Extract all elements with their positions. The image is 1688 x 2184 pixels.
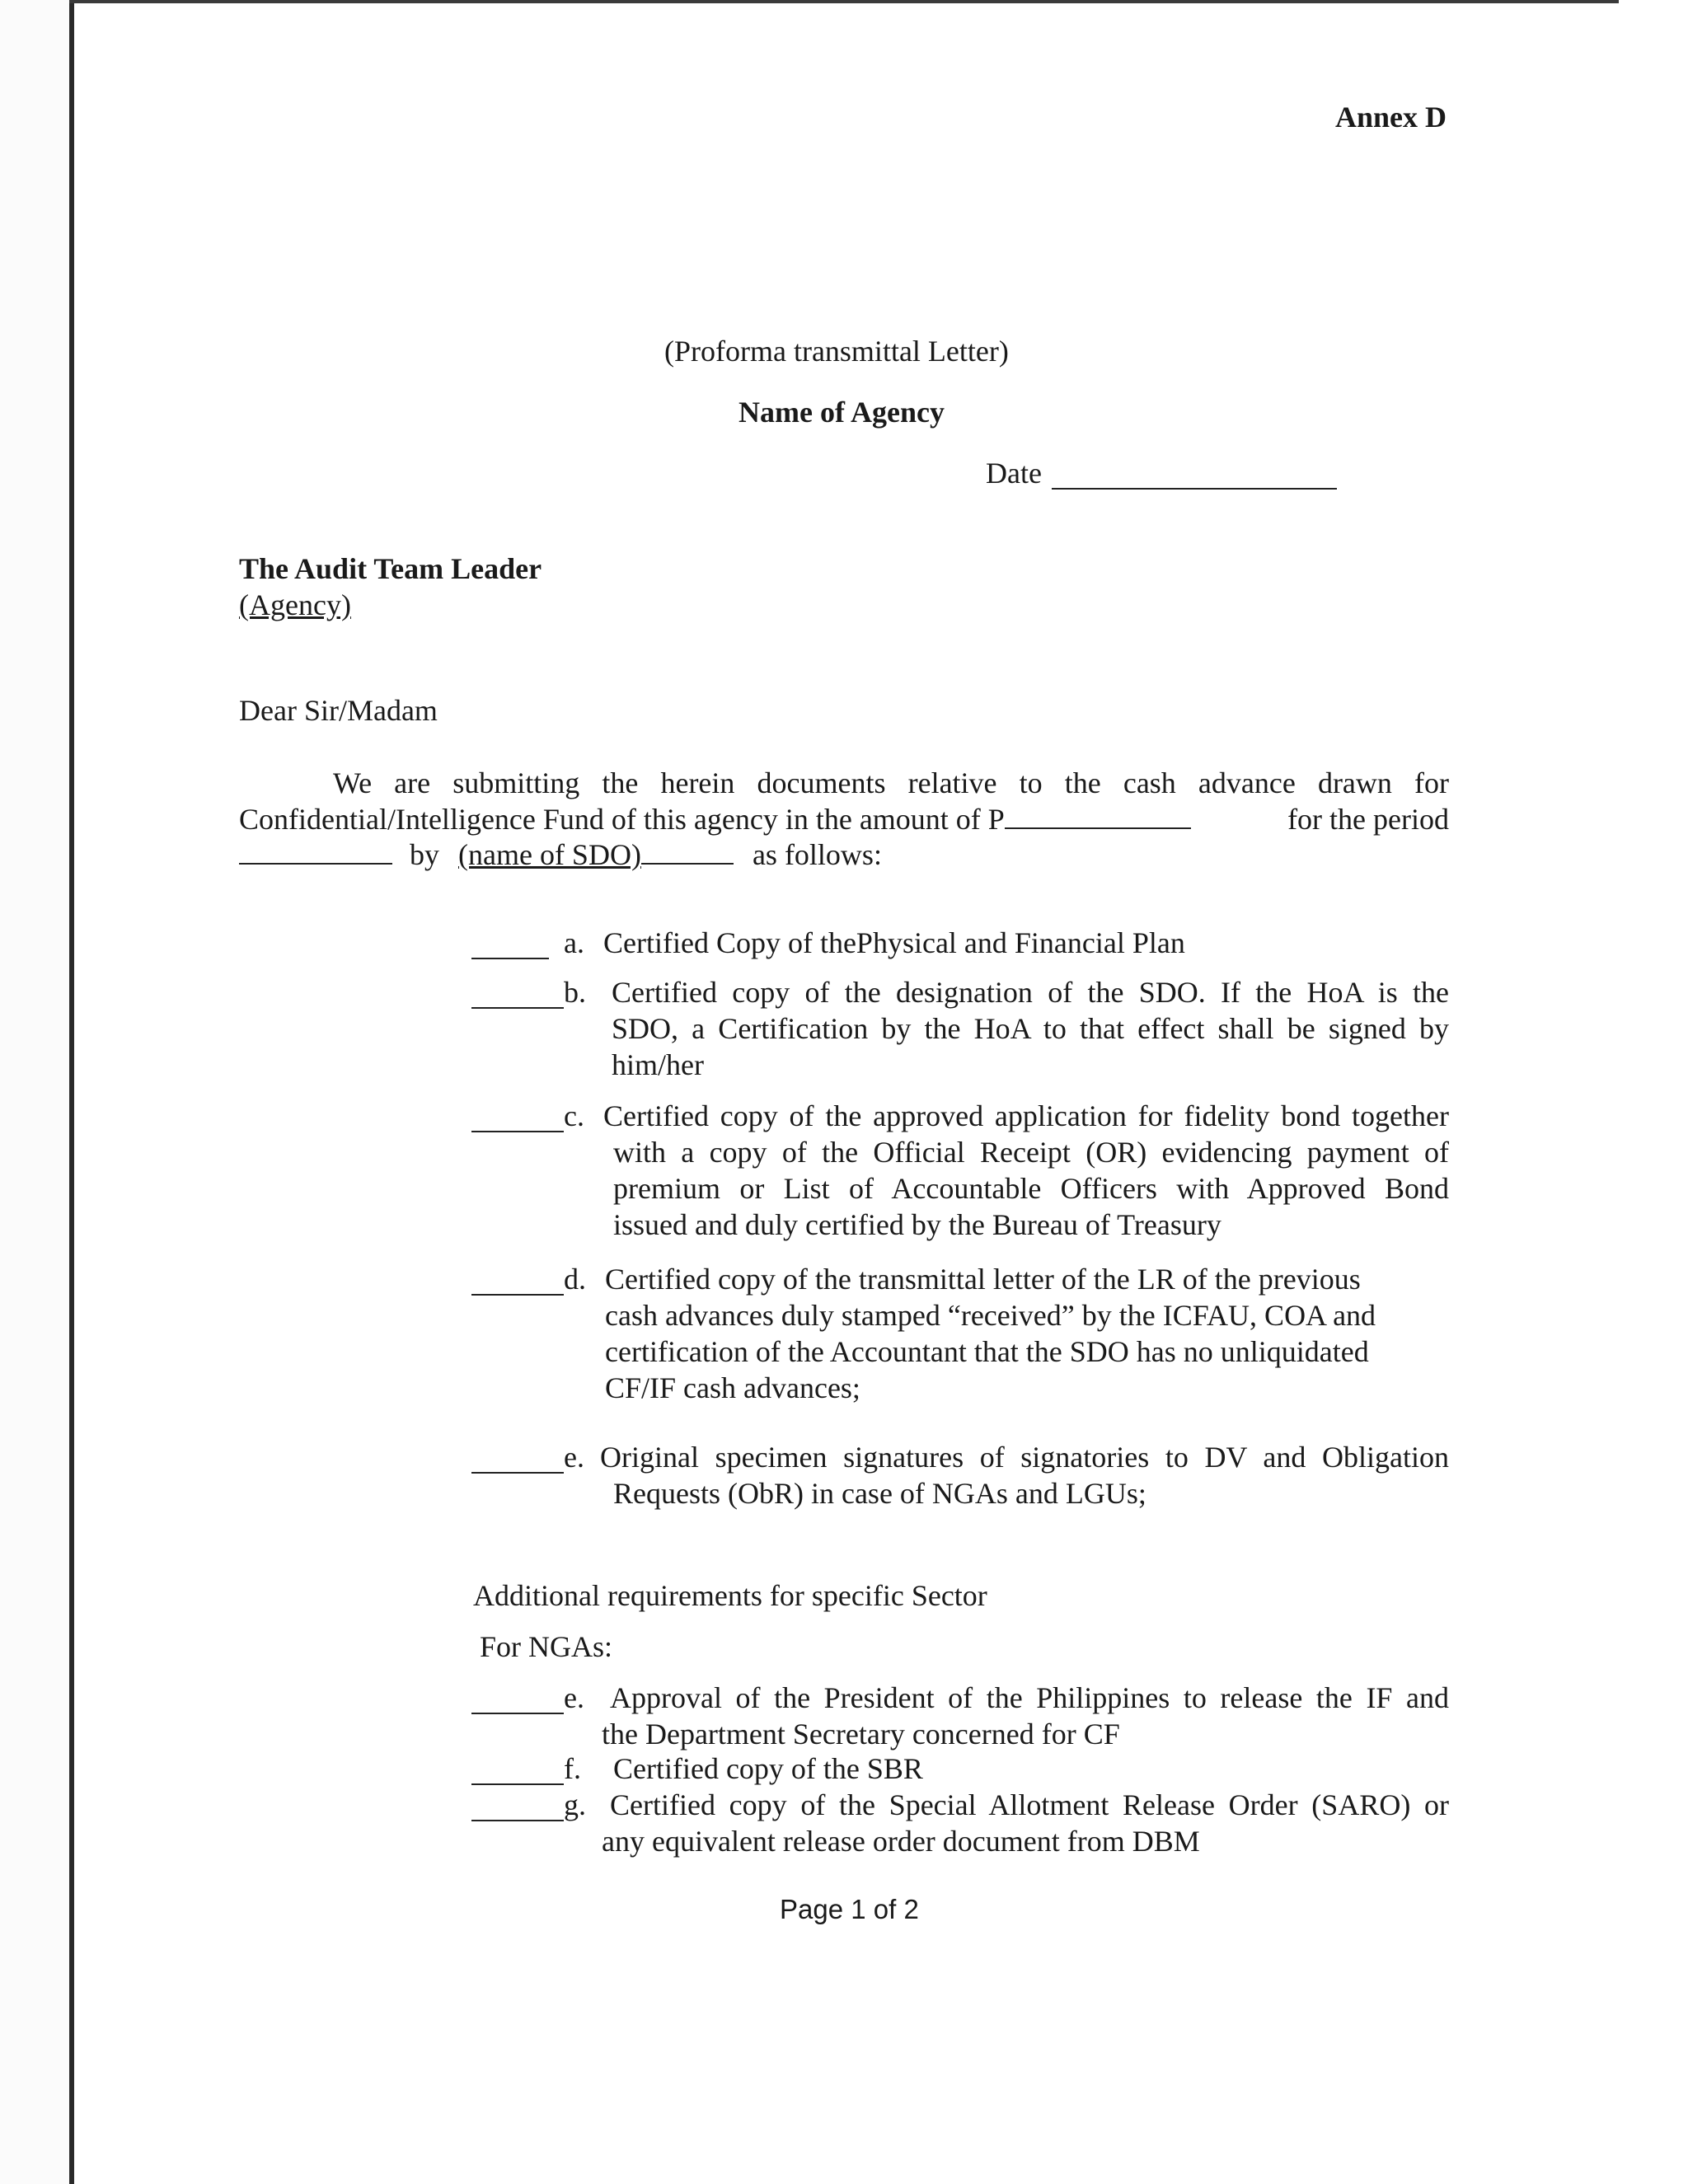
date-blank — [1052, 488, 1337, 490]
as-follows-text: as follows: — [752, 838, 882, 871]
item-text: Certified copy of the designation of the SDO. If the HoA is the — [612, 976, 1449, 1009]
period-blank — [239, 840, 392, 865]
checklist-blank — [471, 1713, 564, 1714]
body-line-2-end: for the period — [1287, 803, 1449, 836]
item-letter: f. — [564, 1752, 581, 1785]
item-text: with a copy of the Official Receipt (OR) evidencing payment of — [613, 1136, 1449, 1169]
body-line-2-start: Confidential/Intelligence Fund of this agency in the amount of P — [239, 801, 1191, 837]
item-letter: c. — [564, 1099, 584, 1132]
sdo-blank — [641, 840, 734, 865]
item-text: the Department Secretary concerned for CF — [602, 1718, 1120, 1750]
annex-label: Annex D — [1335, 101, 1447, 134]
amount-blank — [1005, 804, 1191, 829]
scan-margin — [0, 0, 69, 2184]
item-text: any equivalent release order document from DBM — [602, 1825, 1200, 1858]
item-text: cash advances duly stamped “received” by the ICFAU, COA and — [605, 1299, 1376, 1332]
item-text: Requests (ObR) in case of NGAs and LGUs; — [613, 1477, 1146, 1510]
item-letter: g. — [564, 1788, 586, 1821]
body-line-1: We are submitting the herein documents relative to the cash advance drawn for — [333, 766, 1449, 799]
addressee-title: The Audit Team Leader — [239, 552, 542, 585]
salutation: Dear Sir/Madam — [239, 694, 438, 727]
agency-name: Name of Agency — [738, 396, 945, 429]
page-top-edge — [69, 0, 1619, 3]
checklist-blank — [471, 958, 549, 959]
checklist-blank — [471, 1472, 564, 1474]
checklist-blank — [471, 1131, 564, 1132]
body-line-2 — [239, 801, 1449, 837]
item-text: Certified Copy of thePhysical and Financial Plan — [603, 926, 1185, 959]
item-letter: d. — [564, 1263, 586, 1296]
checklist-blank — [471, 1294, 564, 1296]
for-ngas-heading: For NGAs: — [480, 1630, 613, 1663]
item-letter: a. — [564, 926, 584, 959]
page-left-edge — [69, 0, 74, 2184]
item-text: premium or List of Accountable Officers with Approved Bond — [613, 1172, 1449, 1205]
page-number: Page 1 of 2 — [780, 1894, 919, 1924]
item-text: certification of the Accountant that the SDO has no unliquidated — [605, 1335, 1369, 1368]
checklist-blank — [471, 1820, 564, 1821]
item-text: Certified copy of the Special Allotment Release Order (SARO) or — [610, 1788, 1449, 1821]
proforma-title: (Proforma transmittal Letter) — [664, 335, 1009, 368]
item-text: Approval of the President of the Philippines to release the IF and — [610, 1681, 1449, 1714]
checklist-blank — [471, 1007, 564, 1009]
additional-heading: Additional requirements for specific Sector — [473, 1579, 987, 1612]
item-text: Certified copy of the transmittal letter of the LR of the previous — [605, 1263, 1361, 1296]
addressee-agency: (Agency) — [239, 588, 351, 621]
body-line-3 — [239, 837, 882, 873]
item-text: SDO, a Certification by the HoA to that effect shall be signed by — [612, 1012, 1449, 1045]
item-text: Certified copy of the approved application for fidelity bond together — [603, 1099, 1449, 1132]
item-text: him/her — [612, 1048, 704, 1081]
sdo-name: (name of SDO) — [458, 838, 641, 871]
item-text: Certified copy of the SBR — [613, 1752, 923, 1785]
by-text: by — [410, 838, 439, 871]
item-letter: b. — [564, 976, 586, 1009]
item-text: CF/IF cash advances; — [605, 1371, 860, 1404]
item-letter: e. — [564, 1681, 584, 1714]
item-letter: e. — [564, 1441, 584, 1474]
item-text: issued and duly certified by the Bureau of Treasury — [613, 1208, 1221, 1241]
date-label: Date — [986, 457, 1042, 490]
item-text: Original specimen signatures of signatories to DV and Obligation — [600, 1441, 1449, 1474]
checklist-blank — [471, 1783, 564, 1785]
